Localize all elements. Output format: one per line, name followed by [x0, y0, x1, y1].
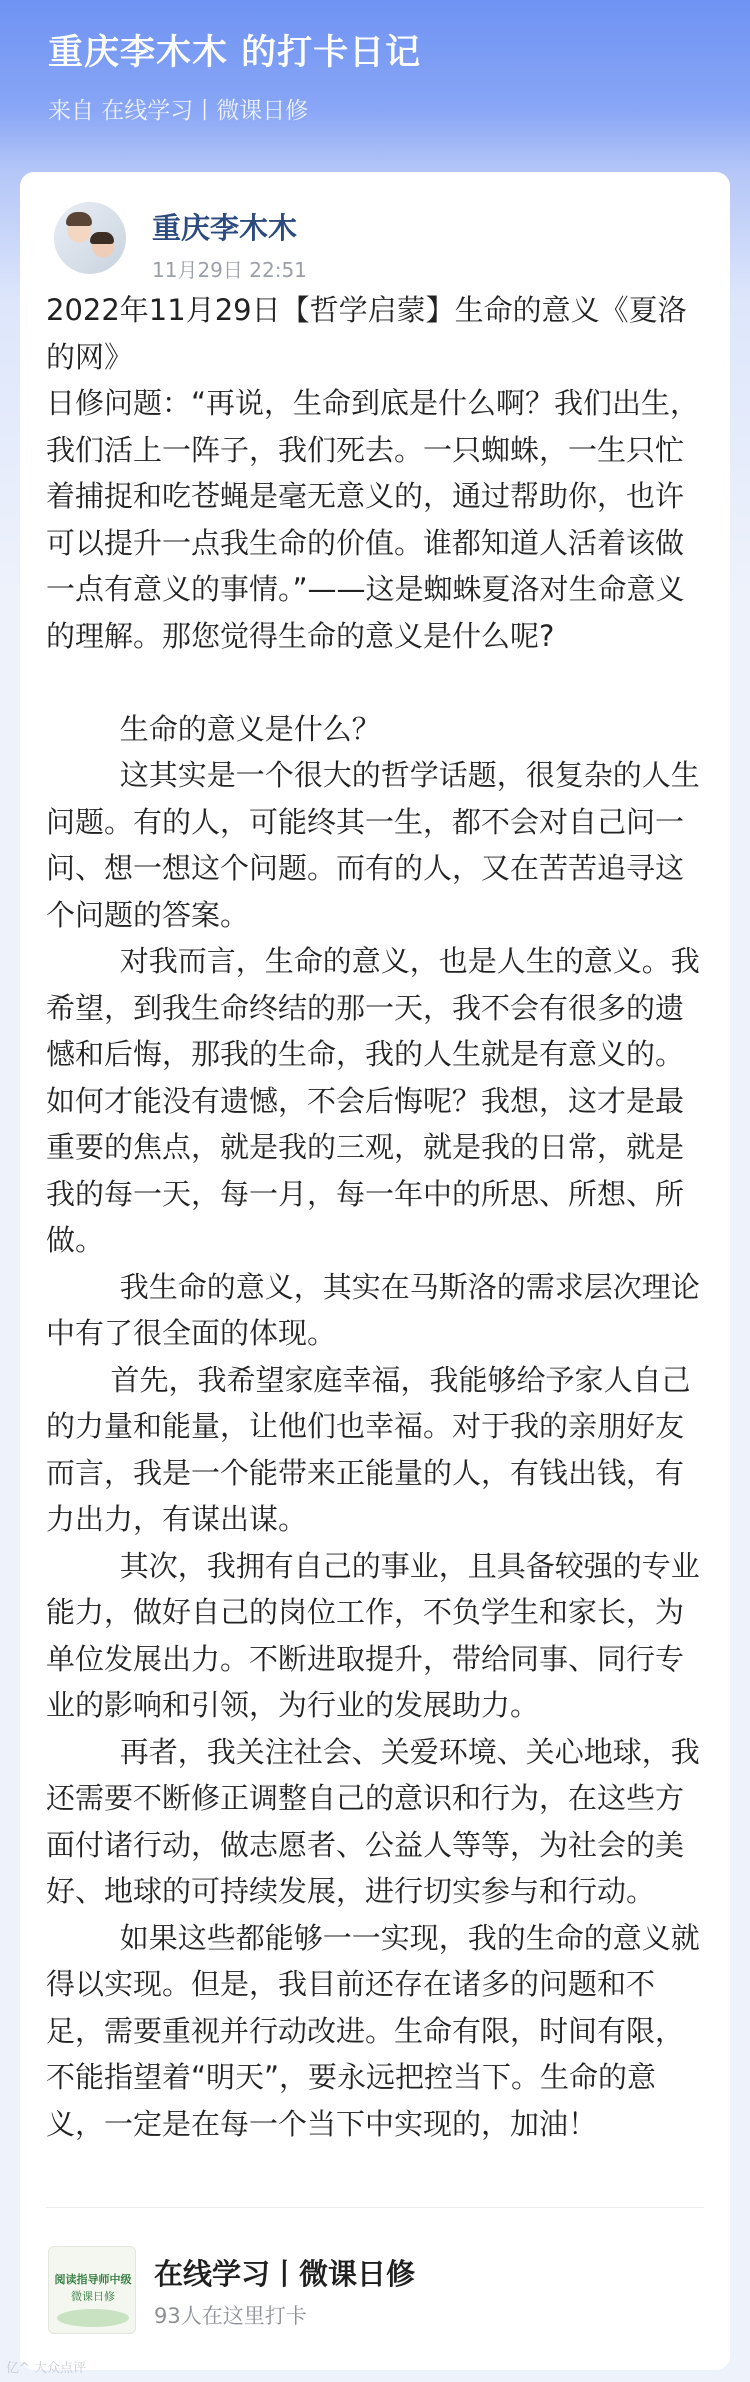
post-paragraph: 生命的意义是什么？ [46, 711, 381, 746]
page-header [48, 28, 421, 128]
post-paragraph: 其次，我拥有自己的事业，且具备较强的专业能力，做好自己的岗位工作，不负学生和家长，为单位发展出力。不断进取提升，带给同事、同行专业的影响和引领，为行业的发展助力。 [46, 1548, 700, 1722]
checkin-card [20, 172, 730, 2370]
post-paragraph: 如果这些都能够一一实现，我的生命的意义就得以实现。但是，我目前还存在诸多的问题和不足，需要重视并行动改进。生命有限，时间有限，不能指望着“明天”，要永远把控当下。生命的意义，一定是在每一个当下中实现的，加油！ [46, 1920, 700, 2141]
post-paragraph: 这其实是一个很大的哲学话题，很复杂的人生问题。有的人，可能终其一生，都不会对自己问一问、想一想这个问题。而有的人，又在苦苦追寻这个问题的答案。 [46, 758, 700, 932]
cover-text-line2: 微课日修 [71, 2290, 115, 2303]
page-title: 重庆李木木 的打卡日记 [48, 33, 422, 73]
source-link[interactable]: 来自 在线学习丨微课日修 [48, 98, 309, 124]
author-name[interactable]: 重庆李木木 [152, 211, 298, 245]
post-paragraph: 日修问题：“再说，生命到底是什么啊？我们出生，我们活上一阵子，我们死去。一只蜘蛛，一生只忙着捕捉和吃苍蝇是毫无意义的，通过帮助你，也许可以提升一点我生命的价值。谁都知道人活着该做一点有意义的事情。”——这是蜘蛛夏洛对生命意义的理解。那您觉得生命的意义是什么呢? [46, 386, 700, 653]
post-timestamp: 11月29日 22:51 [152, 258, 307, 282]
post-paragraph: 对我而言，生命的意义，也是人生的意义。我希望，到我生命终结的那一天，我不会有很多的遗憾和后悔，那我的生命，我的人生就是有意义的。如何才能没有遗憾，不会后悔呢？我想，这才是最重要的焦点，就是我的三观，就是我的日常，就是我的每一天，每一月，每一年中的所思、所想、所做。 [46, 944, 700, 1257]
post-paragraph: 再者，我关注社会、关爱环境、关心地球，我还需要不断修正调整自己的意识和行为，在这些方面付诸行动，做志愿者、公益人等等，为社会的美好、地球的可持续发展，进行切实参与和行动。 [46, 1734, 700, 1908]
avatar-hair-2 [90, 232, 114, 244]
watermark: 亿^ 大众点评 [6, 2361, 87, 2376]
blank-line [46, 659, 704, 706]
post-paragraph: 2022年11月29日【哲学启蒙】生命的意义《夏洛的网》 [46, 293, 687, 374]
checkin-count: 93人在这里打卡 [154, 2304, 307, 2328]
cover-text-line1: 阅读指导师中级 [54, 2273, 132, 2286]
post-paragraph: 首先，我希望家庭幸福，我能够给予家人自己的力量和能量，让他们也幸福。对于我的亲朋好友而言，我是一个能带来正能量的人，有钱出钱，有力出力，有谋出谋。 [46, 1362, 691, 1536]
channel-cover-image[interactable] [48, 2246, 136, 2334]
avatar[interactable] [54, 202, 126, 274]
cover-decoration [57, 2309, 129, 2327]
avatar-hair-1 [66, 212, 92, 226]
channel-name[interactable]: 在线学习丨微课日修 [154, 2257, 416, 2291]
post-paragraph: 我生命的意义，其实在马斯洛的需求层次理论中有了很全面的体现。 [46, 1269, 700, 1350]
post-body [46, 287, 704, 2147]
divider [46, 2207, 704, 2208]
